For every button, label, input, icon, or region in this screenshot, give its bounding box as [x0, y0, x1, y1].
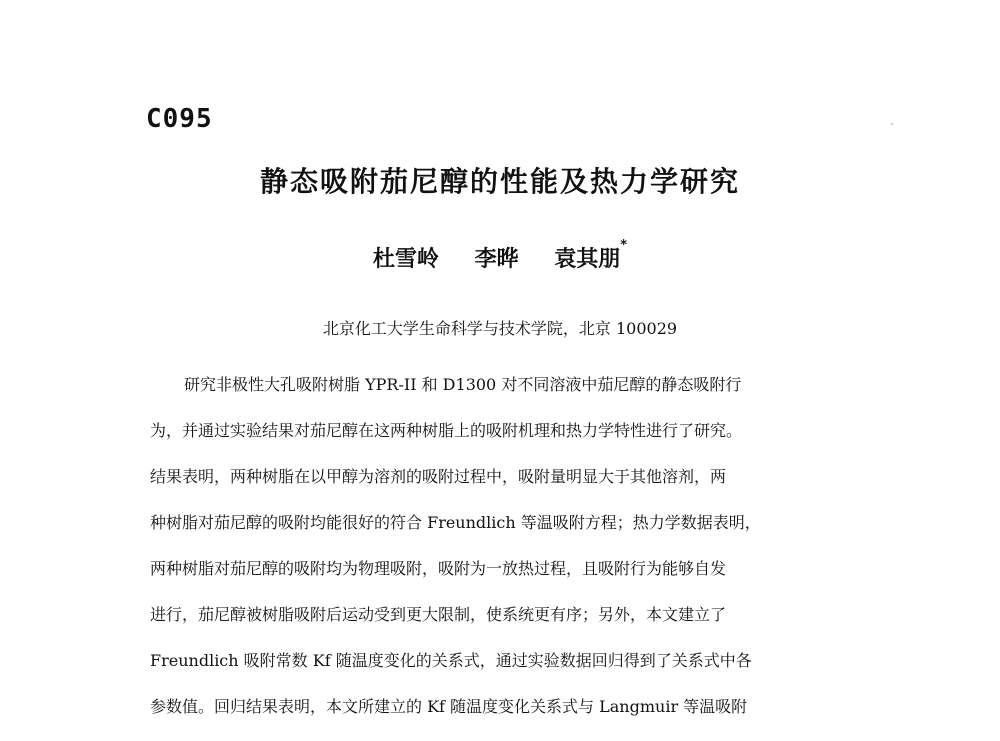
corresponding-author-mark: * — [620, 238, 628, 253]
abstract-line: 进行，茄尼醇被树脂吸附后运动受到更大限制，使系统更有序；另外，本文建立了 — [150, 605, 727, 624]
abstract-line: 结果表明，两种树脂在以甲醇为溶剂的吸附过程中，吸附量明显大于其他溶剂，两 — [150, 467, 727, 486]
paper-title: 静态吸附茄尼醇的性能及热力学研究 — [259, 165, 740, 198]
author-name: 杜雪岭 — [372, 247, 439, 272]
affiliation: 北京化工大学生命科学与技术学院，北京 100029 — [322, 319, 678, 338]
author-list — [0, 238, 1000, 273]
scan-speck — [891, 123, 893, 125]
abstract-line: 为，并通过实验结果对茄尼醇在这两种树脂上的吸附机理和热力学特性进行了研究。 — [150, 421, 743, 440]
abstract-line: 研究非极性大孔吸附树脂 YPR-II 和 D1300 对不同溶液中茄尼醇的静态吸附行 — [184, 375, 742, 394]
abstract-line: 两种树脂对茄尼醇的吸附均为物理吸附，吸附为一放热过程，且吸附行为能够自发 — [150, 559, 727, 578]
abstract-line: 种树脂对茄尼醇的吸附均能很好的符合 Freundlich 等温吸附方程；热力学数据表明， — [150, 513, 761, 532]
author-name: 袁其朋 — [554, 247, 621, 272]
author-3 — [554, 238, 628, 273]
author-1 — [373, 242, 439, 273]
abstract-body — [150, 362, 878, 730]
paper-code: C095 — [146, 104, 213, 134]
abstract-line: Freundlich 吸附常数 Kf 随温度变化的关系式，通过实验数据回归得到了关系式中各 — [150, 651, 752, 670]
author-2 — [475, 242, 519, 273]
author-name: 李晔 — [474, 247, 519, 272]
abstract-line: 参数值。回归结果表明，本文所建立的 Kf 随温度变化关系式与 Langmuir 等温吸附 — [150, 697, 748, 716]
